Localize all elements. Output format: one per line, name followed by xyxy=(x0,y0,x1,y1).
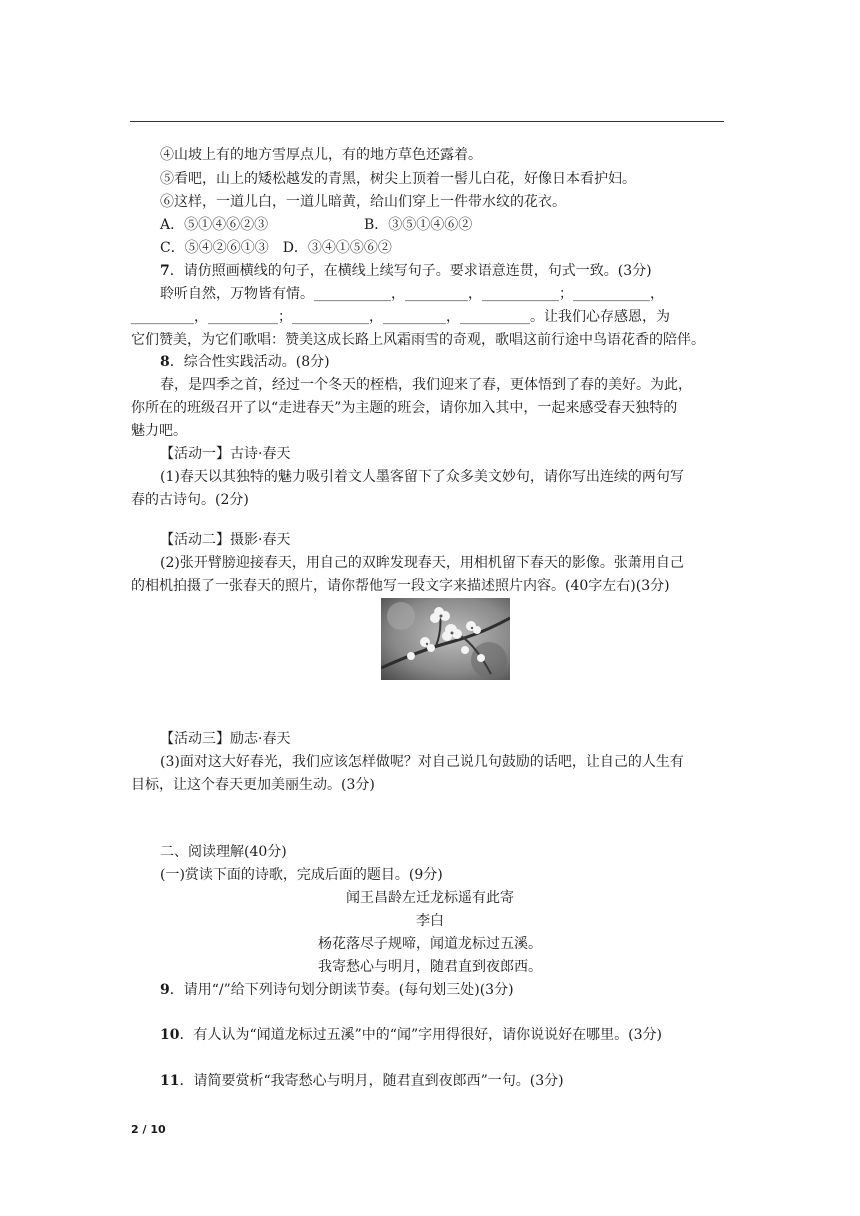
question-11-text: ．请简要赏析“我寄愁心与明月，随君直到夜郎西”一句。(3分) xyxy=(179,1073,564,1089)
section-2-heading: 二、阅读理解(40分) xyxy=(160,844,287,860)
header-rule xyxy=(130,121,724,122)
activity-2-heading: 【活动二】摄影·春天 xyxy=(160,532,291,548)
activity-3-question-line-1: (3)面对这大好春光，我们应该怎样做呢？对自己说几句鼓励的话吧，让自己的人生有 xyxy=(160,754,684,770)
activity-1-question-line-2: 春的古诗句。(2分) xyxy=(131,492,249,508)
question-10-number: 10 xyxy=(160,1027,180,1043)
activity-3-question-line-2: 目标，让这个春天更加美丽生动。(3分) xyxy=(131,777,375,793)
poem-line-1: 杨花落尽子规啼，闻道龙标过五溪。 xyxy=(318,936,542,952)
section-2-part-1-heading: (一)赏读下面的诗歌，完成后面的题目。(9分) xyxy=(160,867,443,883)
activity-1-heading: 【活动一】古诗·春天 xyxy=(160,446,291,462)
poem-title: 闻王昌龄左迁龙标遥有此寄 xyxy=(346,890,514,906)
question-8-text: ．综合性实践活动。(8分) xyxy=(169,354,330,370)
question-8 xyxy=(160,352,330,372)
page-number: 2 / 10 xyxy=(131,1123,166,1136)
question-9 xyxy=(160,980,514,1000)
question-7-line-3: 它们赞美，为它们歌唱：赞美这成长路上风霜雨雪的奇观，歌唱这前行途中鸟语花香的陪伴。 xyxy=(131,332,705,348)
sentence-5: ⑤看吧，山上的矮松越发的青黑，树尖上顶着一髻儿白花，好像日本看护妇。 xyxy=(160,171,636,187)
question-10 xyxy=(160,1025,662,1045)
question-7-line-2: _________，__________；___________，_________，__________。让我们心存感恩，为 xyxy=(131,309,670,325)
question-11 xyxy=(160,1071,564,1091)
question-8-number: 8 xyxy=(160,354,170,370)
poem-author: 李白 xyxy=(416,913,444,929)
question-10-text: ．有人认为“闻道龙标过五溪”中的“闻”字用得很好，请你说说好在哪里。(3分) xyxy=(179,1027,662,1043)
poem-line-2: 我寄愁心与明月，随君直到夜郎西。 xyxy=(318,959,542,975)
activity-2-question-line-2: 的相机拍摄了一张春天的照片，请你帮他写一段文字来描述照片内容。(40字左右)(3分) xyxy=(131,578,670,594)
question-7 xyxy=(160,261,652,281)
question-8-para-1: 春，是四季之首，经过一个冬天的桎梏，我们迎来了春，更体悟到了春的美好。为此， xyxy=(160,377,692,393)
question-11-number: 11 xyxy=(160,1073,180,1089)
spring-blossom-photo xyxy=(381,598,510,680)
question-7-number: 7 xyxy=(160,263,170,279)
question-8-para-3: 魅力吧。 xyxy=(131,423,187,439)
activity-3-heading: 【活动三】励志·春天 xyxy=(160,731,291,747)
question-9-text: ．请用“/”给下列诗句划分朗读节奏。(每句划三处)(3分) xyxy=(169,982,514,998)
option-c-d: C．⑤④②⑥①③ D．③④①⑤⑥② xyxy=(160,240,392,256)
option-b: B．③⑤①④⑥② xyxy=(364,217,473,233)
activity-2-question-line-1: (2)张开臂膀迎接春天，用自己的双眸发现春天，用相机留下春天的影像。张萧用自己 xyxy=(160,555,684,571)
activity-1-question-line-1: (1)春天以其独特的魅力吸引着文人墨客留下了众多美文妙句，请你写出连续的两句写 xyxy=(160,469,684,485)
sentence-4: ④山坡上有的地方雪厚点儿，有的地方草色还露着。 xyxy=(160,147,482,163)
sentence-6: ⑥这样，一道儿白，一道儿暗黄，给山们穿上一件带水纹的花衣。 xyxy=(160,194,566,210)
option-a: A．⑤①④⑥②③ xyxy=(160,217,269,233)
question-7-line-1: 聆听自然，万物皆有情。___________，_________，___________；___________， xyxy=(160,286,664,302)
question-8-para-2: 你所在的班级召开了以“走进春天”为主题的班会，请你加入其中，一起来感受春天独特的 xyxy=(131,400,678,416)
question-7-text: ．请仿照画横线的句子，在横线上续写句子。要求语意连贯，句式一致。(3分) xyxy=(169,263,652,279)
question-9-number: 9 xyxy=(160,982,170,998)
